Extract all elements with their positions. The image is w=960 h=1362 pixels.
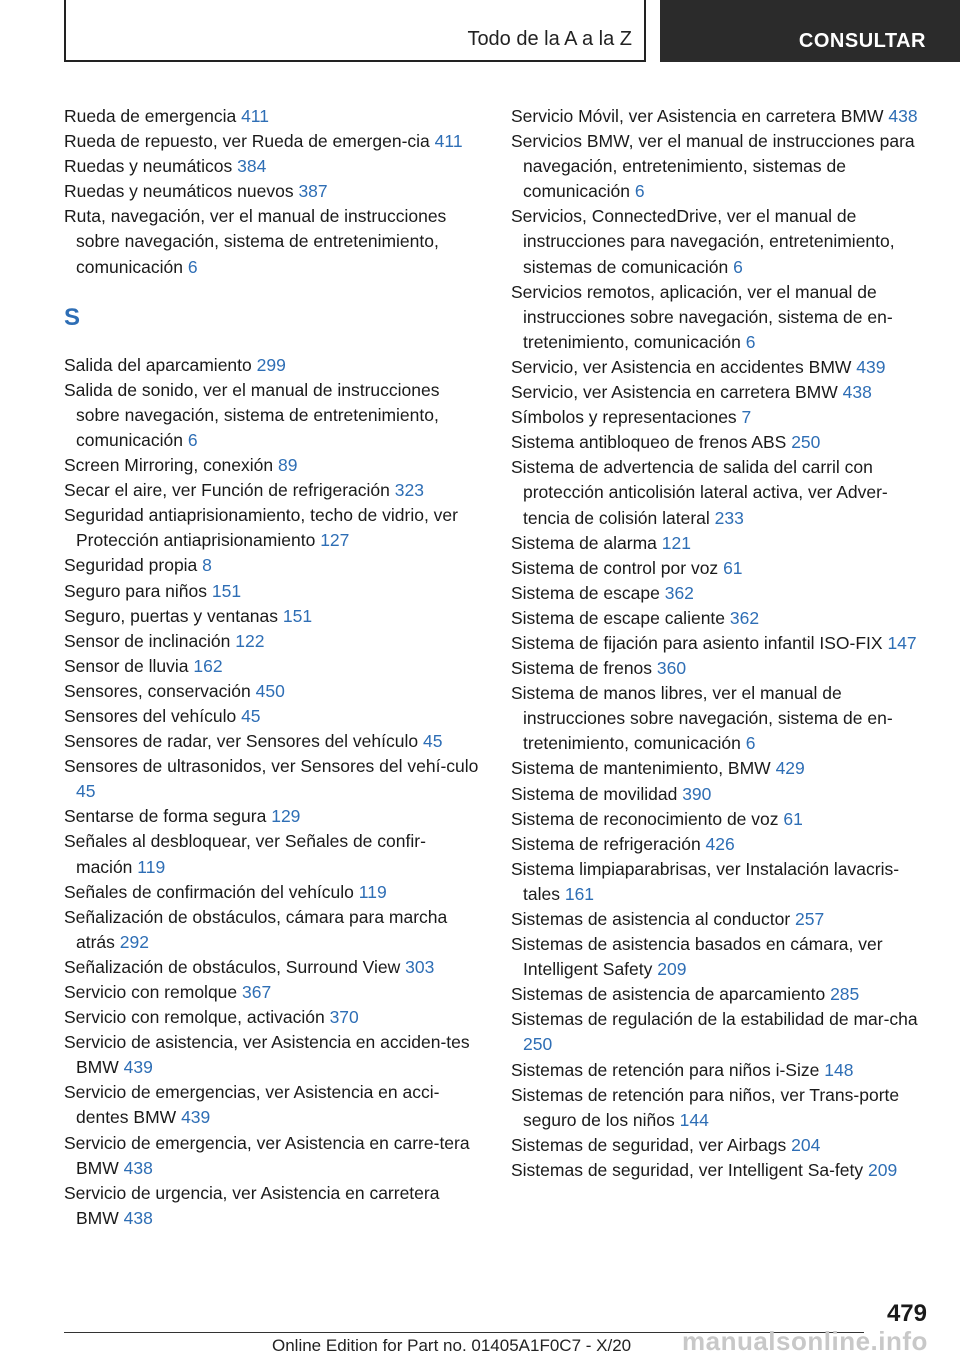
index-entry: [511, 455, 931, 530]
page-reference-link[interactable]: 233: [714, 507, 744, 528]
index-entry-text: Servicio, ver Asistencia en accidentes BMW: [511, 356, 852, 377]
index-entry: [64, 905, 479, 955]
index-entry: [64, 179, 479, 204]
index-entry-text: Sistemas de regulación de la estabilidad de mar‐cha: [511, 1009, 918, 1030]
page-reference-link[interactable]: 292: [119, 931, 149, 952]
index-entry: [511, 581, 931, 606]
index-entry-text: Salida del aparcamiento: [64, 354, 252, 375]
index-entry-text: Servicio de emergencias, ver Asistencia en acci‐dentes BMW: [64, 1082, 440, 1128]
page-reference-link[interactable]: 450: [255, 680, 285, 701]
index-entry-text: Servicio de asistencia, ver Asistencia en acciden‐tes BMW: [64, 1032, 470, 1078]
page-reference-link[interactable]: 285: [830, 984, 860, 1005]
page-reference-link[interactable]: 438: [123, 1207, 153, 1228]
index-entry: [64, 1181, 479, 1231]
index-entry-text: Sistemas de retención para niños, ver Trans‐porte seguro de los niños: [511, 1084, 900, 1130]
index-entry: [64, 129, 479, 154]
page-reference-link[interactable]: 438: [842, 382, 872, 403]
index-entry-text: Sistema de manos libres, ver el manual de instrucciones sobre navegación, sistema de en‐tretenimiento, comunicación: [511, 683, 893, 754]
page-reference-link[interactable]: 411: [241, 106, 269, 126]
page-reference-link[interactable]: 438: [888, 106, 918, 126]
page-reference-link[interactable]: 61: [783, 808, 803, 829]
footer-edition-text: Online Edition for Part no. 01405A1F0C7 - X/20: [272, 1336, 632, 1355]
index-entry-text: Sistema de frenos: [511, 658, 653, 679]
entries-s-group: [64, 353, 479, 1231]
page-reference-link[interactable]: 8: [202, 555, 212, 576]
index-entry: [64, 654, 479, 679]
index-entry: [64, 1080, 479, 1130]
index-entry-text: Servicio, ver Asistencia en carretera BMW: [511, 382, 838, 403]
page-reference-link[interactable]: 151: [211, 580, 242, 601]
index-entry-text: Servicios remotos, aplicación, ver el manual de instrucciones sobre navegación, sistema de en‐tretenimiento, comunicación: [511, 281, 893, 352]
page-reference-link[interactable]: 6: [187, 256, 198, 277]
index-entry: [511, 405, 931, 430]
index-entry: [64, 1030, 479, 1080]
index-entry-text: Sistema de escape caliente: [511, 607, 726, 628]
page-reference-link[interactable]: 429: [775, 758, 805, 779]
page-reference-link[interactable]: 45: [76, 781, 96, 802]
page-reference-link[interactable]: 151: [282, 605, 313, 626]
page-reference-link[interactable]: 411: [434, 131, 463, 152]
index-column-right: [511, 104, 931, 1183]
index-entry-text: Rueda de repuesto, ver Rueda de emergen‐cia: [64, 131, 430, 152]
index-entry-text: Seguridad antiaprisionamiento, techo de vidrio, ver Protección antiaprisionamiento: [64, 505, 458, 551]
index-entry: [64, 378, 479, 453]
page-reference-link[interactable]: 127: [320, 530, 350, 551]
index-entry-text: Seguro, puertas y ventanas: [64, 605, 279, 626]
index-column-left: [64, 104, 479, 1231]
index-entry-text: Sistema de alarma: [511, 532, 657, 553]
page-reference-link[interactable]: 45: [241, 705, 261, 726]
index-entry-text: Señales de confirmación del vehículo: [64, 881, 354, 902]
page-reference-link[interactable]: 387: [298, 181, 328, 202]
index-entry-text: Salida de sonido, ver el manual de instrucciones sobre navegación, sistema de entretenimiento, comunicación: [64, 379, 440, 450]
header-section-consultar[interactable]: [660, 0, 960, 62]
index-entry: [64, 704, 479, 729]
index-entry: [64, 553, 479, 578]
page-reference-link[interactable]: 119: [358, 881, 387, 902]
page-reference-link[interactable]: 147: [887, 632, 917, 653]
index-entry-text: Símbolos y representaciones: [511, 407, 737, 428]
index-entry: [64, 1131, 479, 1181]
index-entry: [64, 478, 479, 503]
index-entry-text: Sistema de control por voz: [511, 557, 719, 578]
page-reference-link[interactable]: 439: [856, 356, 886, 377]
page-reference-link[interactable]: 209: [868, 1159, 898, 1180]
header-tab-label: Todo de la A a la Z: [467, 28, 632, 50]
index-entry-text: Sistema de reconocimiento de voz: [511, 808, 779, 829]
page-reference-link[interactable]: 390: [682, 783, 712, 804]
page-reference-link[interactable]: 250: [791, 432, 821, 453]
page-reference-link[interactable]: 438: [123, 1157, 153, 1178]
page-reference-link[interactable]: 209: [657, 959, 687, 980]
page-reference-link[interactable]: 122: [235, 630, 265, 651]
index-entry-text: Servicios BMW, ver el manual de instrucciones para navegación, entretenimiento, sistemas de comunicación: [511, 131, 915, 202]
page-reference-link[interactable]: 6: [187, 429, 198, 450]
entries-r-group: [64, 104, 479, 280]
index-entry-text: Sistema de movilidad: [511, 783, 678, 804]
index-entry: [64, 154, 479, 179]
page-reference-link[interactable]: 299: [256, 354, 286, 375]
index-entry: [64, 804, 479, 829]
index-entry: [64, 629, 479, 654]
index-entry-text: Señales al desbloquear, ver Señales de confir‐mación: [64, 831, 426, 877]
header-tab-az[interactable]: [64, 0, 646, 62]
index-entry: [511, 832, 931, 857]
section-letter: S: [64, 303, 81, 331]
header-section-label: CONSULTAR: [798, 30, 926, 52]
index-entry: [511, 782, 931, 807]
page-reference-link[interactable]: 7: [741, 407, 752, 428]
index-entry: [511, 807, 931, 832]
page-reference-link[interactable]: 129: [271, 806, 301, 827]
index-entry: [511, 531, 931, 556]
page-reference-link[interactable]: 6: [733, 256, 743, 277]
index-entry: [511, 1083, 931, 1133]
index-entry: [511, 1058, 931, 1083]
page-reference-link[interactable]: 6: [634, 181, 645, 202]
page-reference-link[interactable]: 384: [237, 156, 267, 177]
index-entry: [64, 204, 479, 279]
index-entry: [511, 1007, 931, 1057]
index-entry: [511, 104, 931, 129]
index-entry: [64, 104, 479, 129]
page-reference-link[interactable]: 144: [679, 1109, 709, 1130]
index-entry: [511, 1158, 931, 1183]
index-entry-text: Señalización de obstáculos, cámara para marcha atrás: [64, 906, 448, 952]
page-reference-link[interactable]: 257: [795, 909, 825, 929]
index-entry-text: Señalización de obstáculos, Surround View: [64, 956, 401, 977]
watermark: manualsonline.info: [682, 1326, 928, 1356]
index-entry-text: Ruedas y neumáticos nuevos: [64, 181, 294, 202]
page-reference-link[interactable]: 370: [329, 1007, 359, 1028]
index-entry: [64, 955, 479, 980]
index-entry: [511, 982, 931, 1007]
index-entry: [511, 756, 931, 781]
index-entry: [64, 604, 479, 629]
index-entry: [64, 729, 479, 754]
page-reference-link[interactable]: 6: [745, 733, 756, 754]
index-entry: [511, 355, 931, 380]
index-entry: [511, 932, 931, 982]
index-entry-text: Sistemas de seguridad, ver Airbags: [511, 1134, 787, 1155]
index-entry-text: Ruta, navegación, ver el manual de instrucciones sobre navegación, sistema de entretenimiento, comunicación: [64, 206, 447, 277]
page-reference-link[interactable]: 367: [242, 982, 272, 1002]
index-entry: [511, 430, 931, 455]
index-entry-text: Sensores de radar, ver Sensores del vehículo: [64, 731, 419, 752]
page-reference-link[interactable]: 161: [564, 883, 595, 904]
page-reference-link[interactable]: 121: [661, 532, 691, 553]
index-entry: [511, 280, 931, 355]
index-entry: [64, 453, 479, 478]
index-entry-text: Sensor de inclinación: [64, 630, 231, 651]
page-reference-link[interactable]: 6: [745, 331, 756, 352]
index-entry-text: Sistema de mantenimiento, BMW: [511, 758, 771, 779]
index-entry-text: Sentarse de forma segura: [64, 806, 267, 827]
index-entry-text: Servicio con remolque, activación: [64, 1007, 325, 1028]
index-entry-text: Secar el aire, ver Función de refrigeración: [64, 480, 390, 501]
index-entry: [64, 1005, 479, 1030]
page-reference-link[interactable]: 360: [656, 658, 687, 679]
page-reference-link[interactable]: 426: [705, 833, 735, 854]
index-entry-text: Sistema de advertencia de salida del carril con protección anticolisión lateral activa, ver Adver‐tencia de colisión lateral: [511, 457, 888, 528]
index-entry: [511, 204, 931, 279]
page-reference-link[interactable]: 250: [523, 1034, 553, 1055]
index-entry-text: Servicio de emergencia, ver Asistencia en carre‐tera BMW: [64, 1132, 470, 1178]
index-entry-text: Sensores del vehículo: [64, 705, 237, 726]
index-entry: [64, 980, 479, 1005]
index-entry-text: Sistema limpiaparabrisas, ver Instalación lavacris‐tales: [511, 858, 900, 904]
page-reference-link[interactable]: 119: [137, 856, 166, 877]
page-reference-link[interactable]: 323: [394, 480, 424, 501]
index-entry-text: Rueda de emergencia: [64, 106, 237, 126]
index-entry-text: Sistema de fijación para asiento infantil ISO‐FIX: [511, 632, 883, 653]
index-entry-text: Sensor de lluvia: [64, 655, 189, 676]
index-entry: [64, 754, 479, 804]
page-reference-link[interactable]: 439: [181, 1107, 211, 1128]
page-reference-link[interactable]: 61: [723, 557, 743, 578]
index-entry: [511, 606, 931, 631]
index-entry-text: Servicio de urgencia, ver Asistencia en carretera BMW: [64, 1182, 440, 1228]
index-entry: [64, 579, 479, 604]
index-entry: [64, 679, 479, 704]
index-entry-text: Sistemas de seguridad, ver Intelligent Sa‐fety: [511, 1159, 864, 1180]
index-entry: [64, 880, 479, 905]
page-reference-link[interactable]: 162: [193, 655, 223, 676]
page-reference-link[interactable]: 45: [422, 731, 443, 752]
index-entry: [511, 656, 931, 681]
page-reference-link[interactable]: 204: [791, 1134, 821, 1155]
index-entry-text: Seguridad propia: [64, 555, 198, 576]
page-reference-link[interactable]: 148: [824, 1059, 854, 1080]
page-reference-link[interactable]: 303: [405, 956, 435, 977]
index-entry: [511, 1133, 931, 1158]
index-entry-text: Seguro para niños: [64, 580, 208, 601]
index-entry-text: Servicio con remolque: [64, 982, 238, 1002]
index-entry: [64, 353, 479, 378]
index-entry: [511, 380, 931, 405]
index-entry: [511, 857, 931, 907]
index-entry-text: Sistemas de retención para niños i-Size: [511, 1059, 820, 1080]
index-entry-text: Servicios, ConnectedDrive, ver el manual de instrucciones para navegación, entretenimiento, sistemas de comunicación: [511, 206, 895, 277]
page-reference-link[interactable]: 362: [729, 607, 760, 628]
index-entry-text: Sistema de refrigeración: [511, 833, 701, 854]
index-entry-text: Sistemas de asistencia al conductor: [511, 909, 791, 929]
index-entry: [64, 829, 479, 879]
index-entry-text: Ruedas y neumáticos: [64, 156, 233, 177]
entries-s-group-continued: [511, 104, 931, 1183]
index-entry-text: Sensores de ultrasonidos, ver Sensores del vehí‐culo: [64, 756, 479, 777]
index-entry-text: Sistemas de asistencia de aparcamiento: [511, 984, 826, 1005]
page-number: 479: [886, 1300, 927, 1327]
page-reference-link[interactable]: 362: [664, 582, 694, 603]
index-entry-text: Screen Mirroring, conexión: [64, 455, 274, 476]
index-entry-text: Sistemas de asistencia basados en cámara, ver Intelligent Safety: [511, 934, 883, 980]
index-entry-text: Sistema antibloqueo de frenos ABS: [511, 432, 787, 453]
index-entry: [511, 681, 931, 756]
index-entry: [511, 907, 931, 932]
index-entry-text: Servicio Móvil, ver Asistencia en carretera BMW: [511, 106, 884, 126]
index-entry: [511, 631, 931, 656]
page-reference-link[interactable]: 439: [123, 1057, 153, 1078]
index-entry-text: Sensores, conservación: [64, 680, 251, 701]
index-entry: [511, 556, 931, 581]
index-entry: [511, 129, 931, 204]
page-reference-link[interactable]: 89: [278, 455, 298, 476]
index-entry-text: Sistema de escape: [511, 582, 660, 603]
index-entry: [64, 503, 479, 553]
